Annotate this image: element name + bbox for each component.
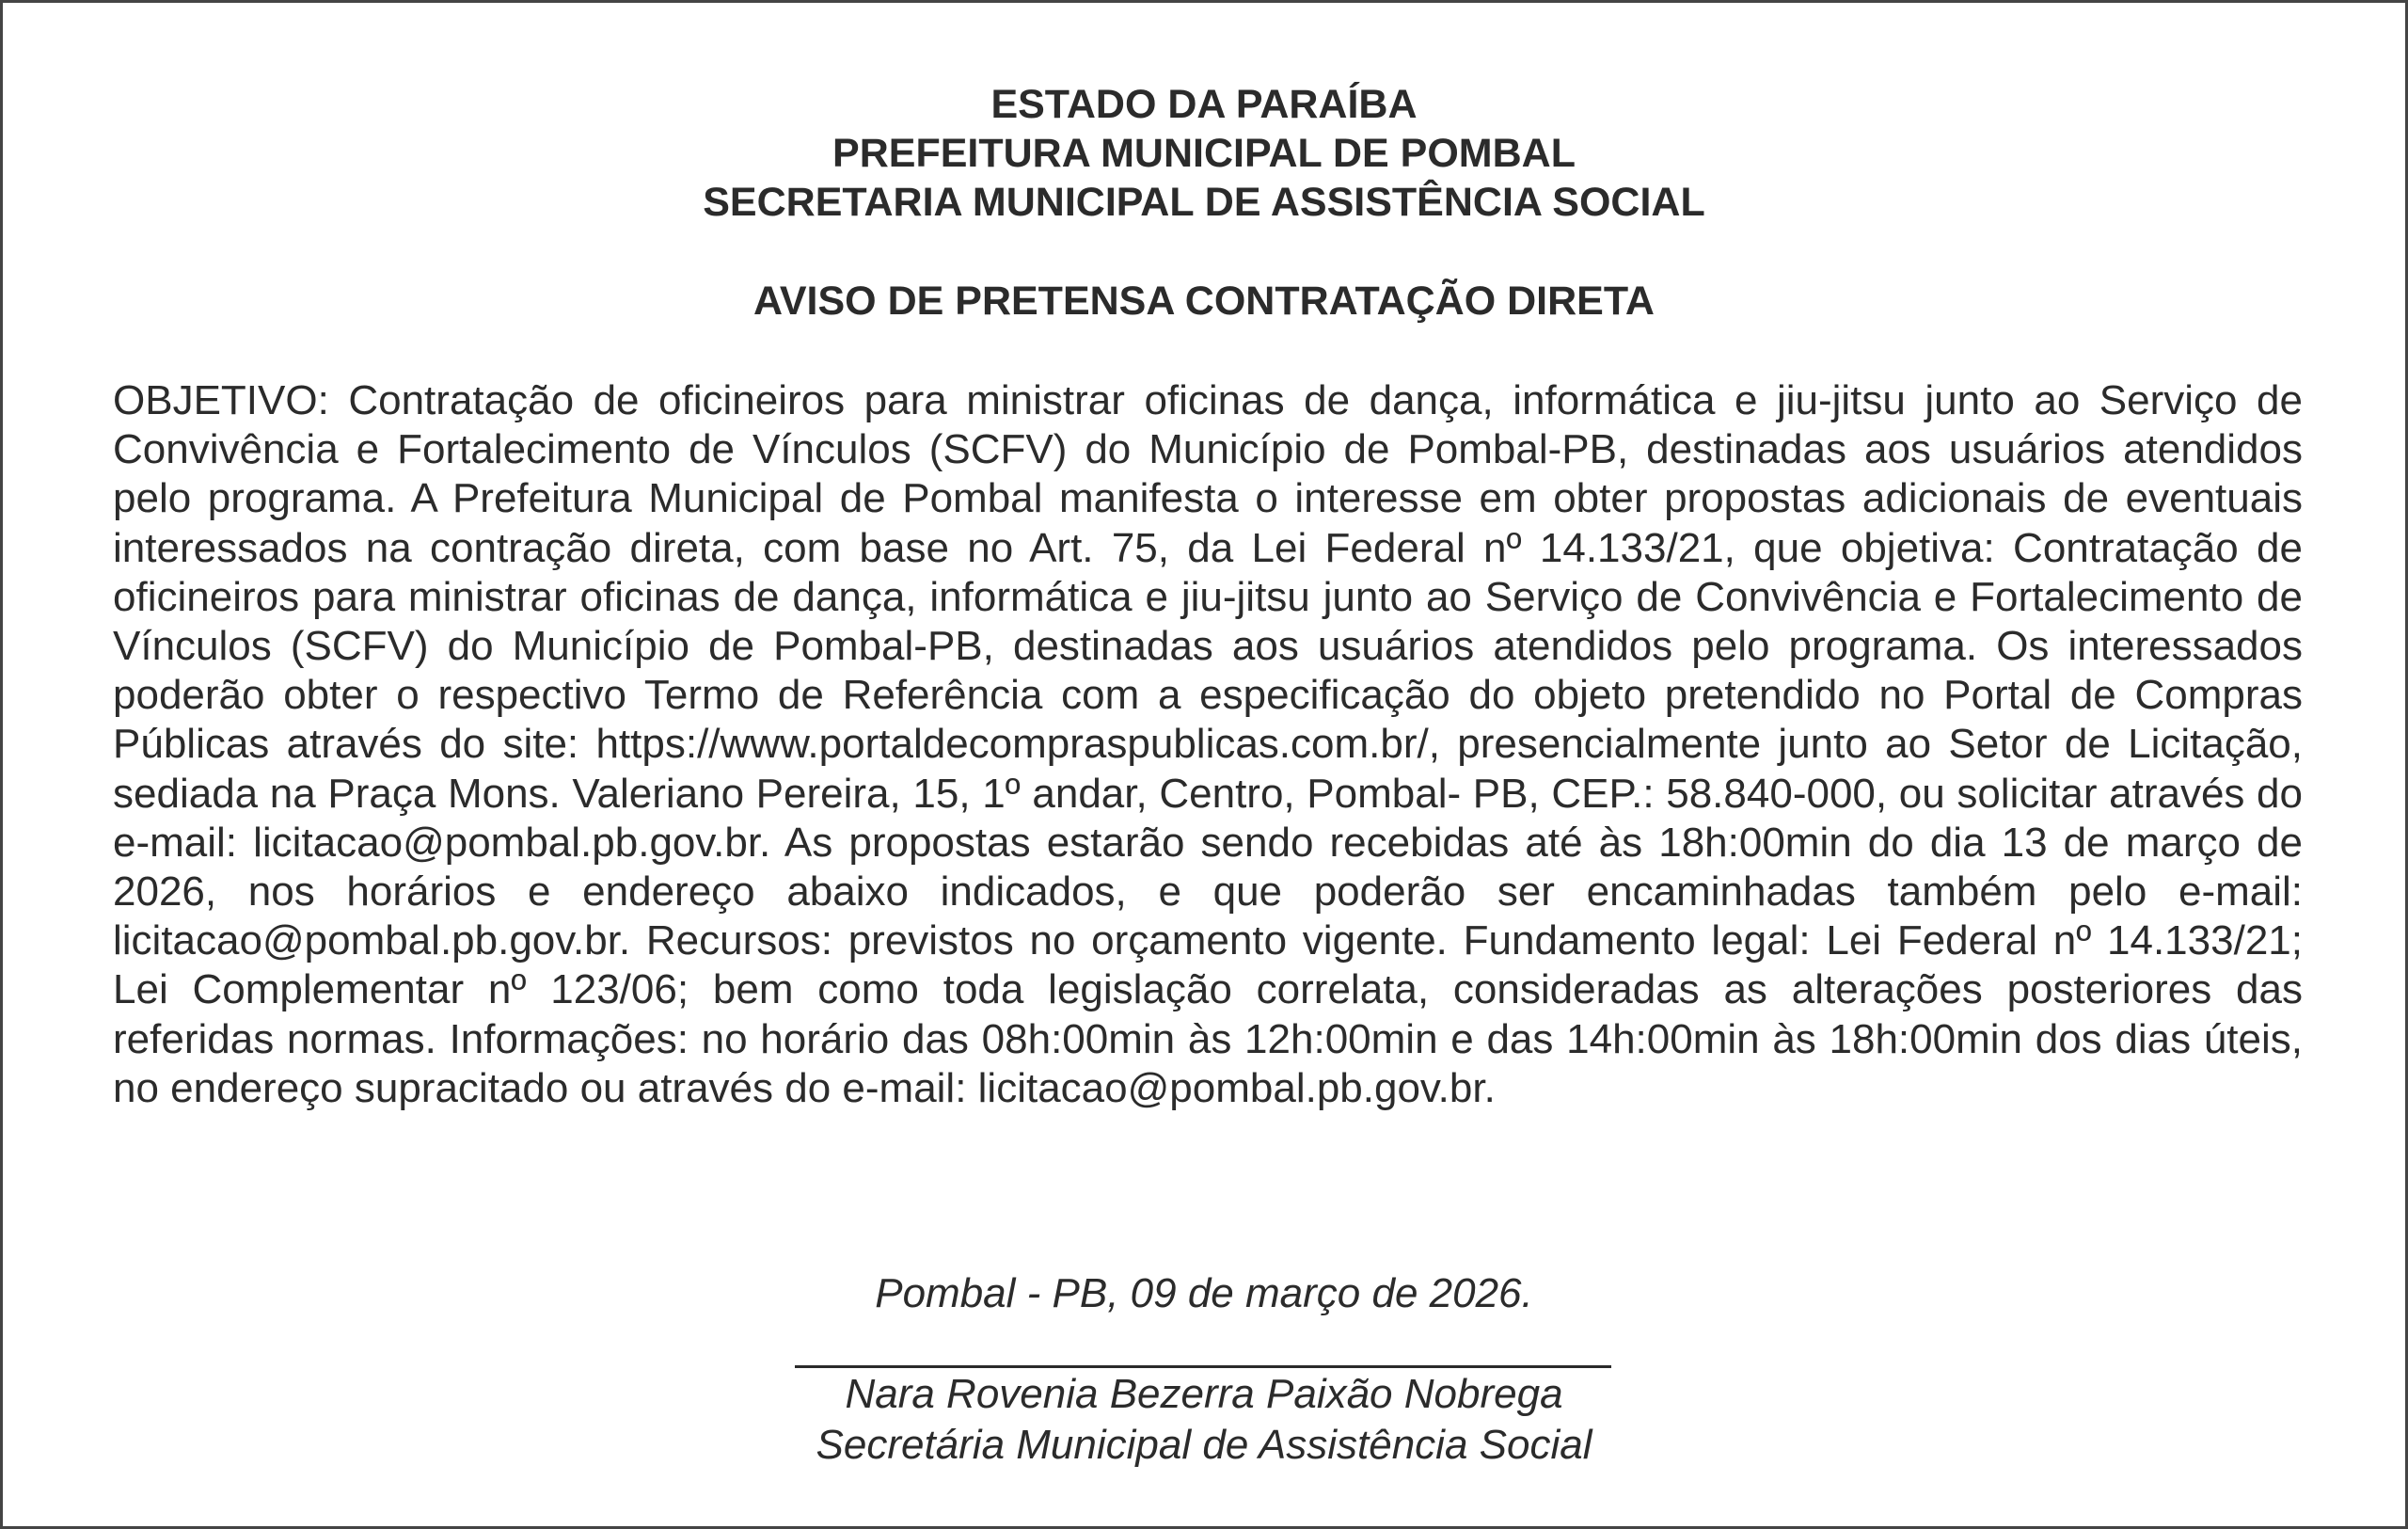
notice-title: AVISO DE PRETENSA CONTRATAÇÃO DIRETA	[753, 279, 1655, 324]
notice-body: OBJETIVO: Contratação de oficineiros para ministrar oficinas de dança, informática e jiu-jitsu junto ao Serviço de Convivência e Fortalecimento de Vínculos (SCFV) do Município de Pombal-PB, destinadas aos usuários atendidos pelo programa. A Prefeitura Municipal de Pombal manifesta o interesse em obter propostas adicionais de eventuais interessados na contração direta, com base no Art. 75, da Lei Federal nº 14.133/21, que objetiva: Contratação de oficineiros para ministrar oficinas de dança, informática e jiu-jitsu junto ao Serviço de Convivência e Fortalecimento de Vínculos (SCFV) do Município de Pombal-PB, destinadas aos usuários atendidos pelo programa. Os interessados poderão obter o respectivo Termo de Referência com a especificação do objeto pretendido no Portal de Compras Públicas através do site: https://www.portaldecompraspublicas.com.br/, presencialmente junto ao Setor de Licitação, sediada na Praça Mons. Valeriano Pereira, 15, 1º andar, Centro, Pombal- PB, CEP.: 58.840-000, ou solicitar através do e-mail: licitacao@pombal.pb.gov.br. As propostas estarão sendo recebidas até às 18h:00min do dia 13 de março de 2026, nos horários e endereço abaixo indicados, e que poderão ser encaminhadas também pelo e-mail: licitacao@pombal.pb.gov.br. Recursos: previstos no orçamento vigente. Fundamento legal: Lei Federal nº 14.133/21; Lei Complementar nº 123/06; bem como toda legislação correlata, consideradas as alterações posteriores das referidas normas. Informações: no horário das 08h:00min às 12h:00min e das 14h:00min às 18h:00min dos dias úteis, no endereço supracitado ou através do e-mail: licitacao@pombal.pb.gov.br.	[113, 377, 2303, 1111]
secretariat-heading: SECRETARIA MUNICIPAL DE ASSISTÊNCIA SOCIAL	[703, 180, 1705, 225]
signer-name: Nara Rovenia Bezerra Paixão Nobrega	[845, 1371, 1563, 1417]
signer-role: Secretária Municipal de Assistência Social	[816, 1422, 1592, 1468]
signature-block	[3, 1369, 2405, 1471]
place-date: Pombal - PB, 09 de março de 2026.	[875, 1270, 1533, 1316]
document-header	[3, 80, 2405, 227]
signature-line	[795, 1365, 1611, 1368]
state-heading: ESTADO DA PARAÍBA	[990, 82, 1418, 127]
prefecture-heading: PREFEITURA MUNICIPAL DE POMBAL	[832, 131, 1576, 176]
